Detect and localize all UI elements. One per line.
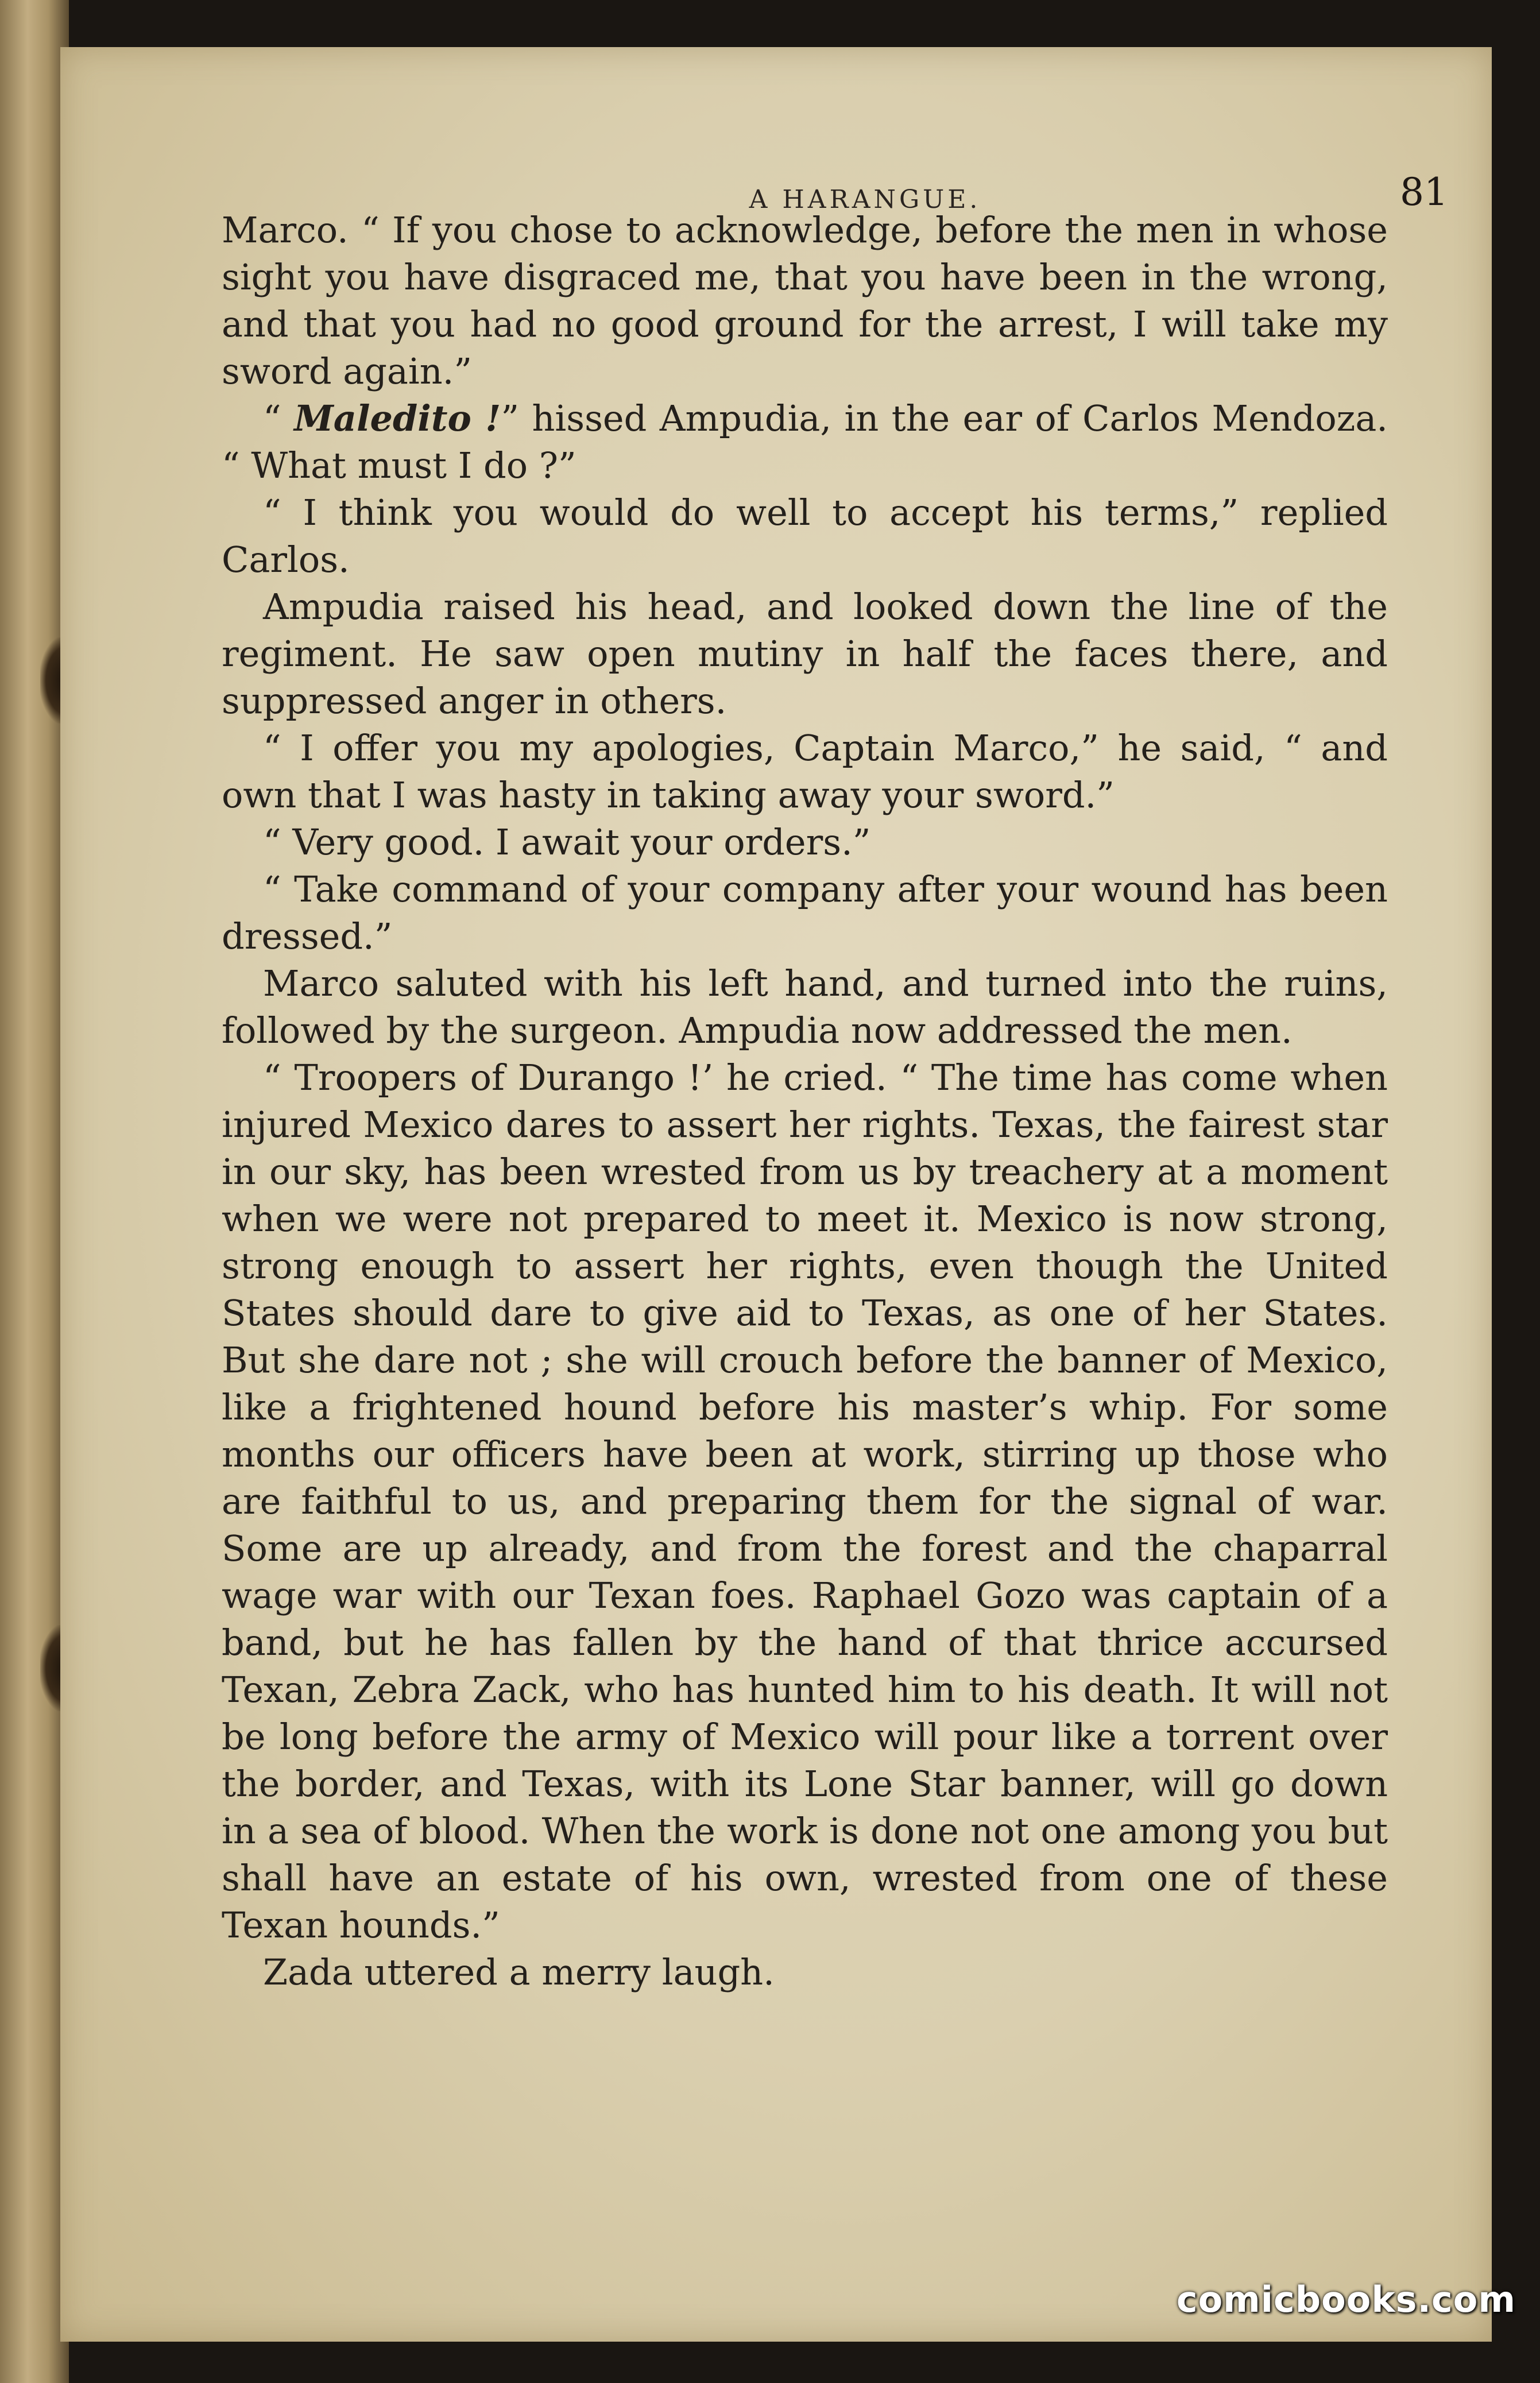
paragraph-text: ” hissed Ampudia, in the ear of Carlos Mendoza. “ What must I do ?” [222,397,1388,486]
paragraph: “ Take command of your company after your wound has been dressed.” [222,868,1388,957]
paragraph: Marco. “ If you chose to acknowledge, before the men in whose sight you have disgraced me, that you have been in the wrong, and that you had no good ground for the arrest, I will take my sword again.” [222,209,1388,392]
paragraph: “ I think you would do well to accept his terms,” replied Carlos. [222,492,1388,581]
paragraph: “ I offer you my apologies, Captain Marco,” he said, “ and own that I was hasty in taking away your sword.” [222,727,1388,816]
italic-exclamation: Maledito ! [294,397,501,439]
paragraph [222,395,1388,489]
quote-open: “ [263,397,295,439]
paragraph: Zada uttered a merry laugh. [263,1951,775,1993]
paragraph: “ Troopers of Durango !’ he cried. “ The time has come when injured Mexico dares to assert her rights. Texas, the fairest star in our sky, has been wrested from us by treachery at a moment when we were not prepared to meet it. Mexico is now strong, strong enough to assert her rights, even though the United States should dare to give aid to Texas, as one of her States. But she dare not ; she will crouch before the banner of Mexico, like a frightened hound before his master’s whip. For some months our officers have been at work, stirring up those who are faithful to us, and preparing them for the signal of war. Some are up already, and from the forest and the chaparral wage war with our Texan foes. Raphael Gozo was captain of a band, but he has fallen by the hand of that thrice accursed Texan, Zebra Zack, who has hunted him to his death. It will not be long before the army of Mexico will pour like a torrent over the border, and Texas, with its Lone Star banner, will go down in a sea of blood. When the work is done not one among you but shall have an estate of his own, wrested from one of these Texan hounds.” [222,1057,1388,1946]
paragraph: “ Very good. I await your orders.” [263,821,871,863]
paragraph: Ampudia raised his head, and looked down the line of the regiment. He saw open mutiny in half the faces there, and suppressed anger in others. [222,586,1388,722]
site-watermark: comicbooks.com [1176,2278,1516,2320]
page-number: 81 [1400,170,1448,214]
paragraph: Marco saluted with his left hand, and turned into the ruins, followed by the surgeon. Ampudia now addressed the men. [222,962,1388,1051]
book-binding [0,0,69,2383]
running-head: A HARANGUE. [749,185,981,214]
body-text [222,207,1388,1996]
